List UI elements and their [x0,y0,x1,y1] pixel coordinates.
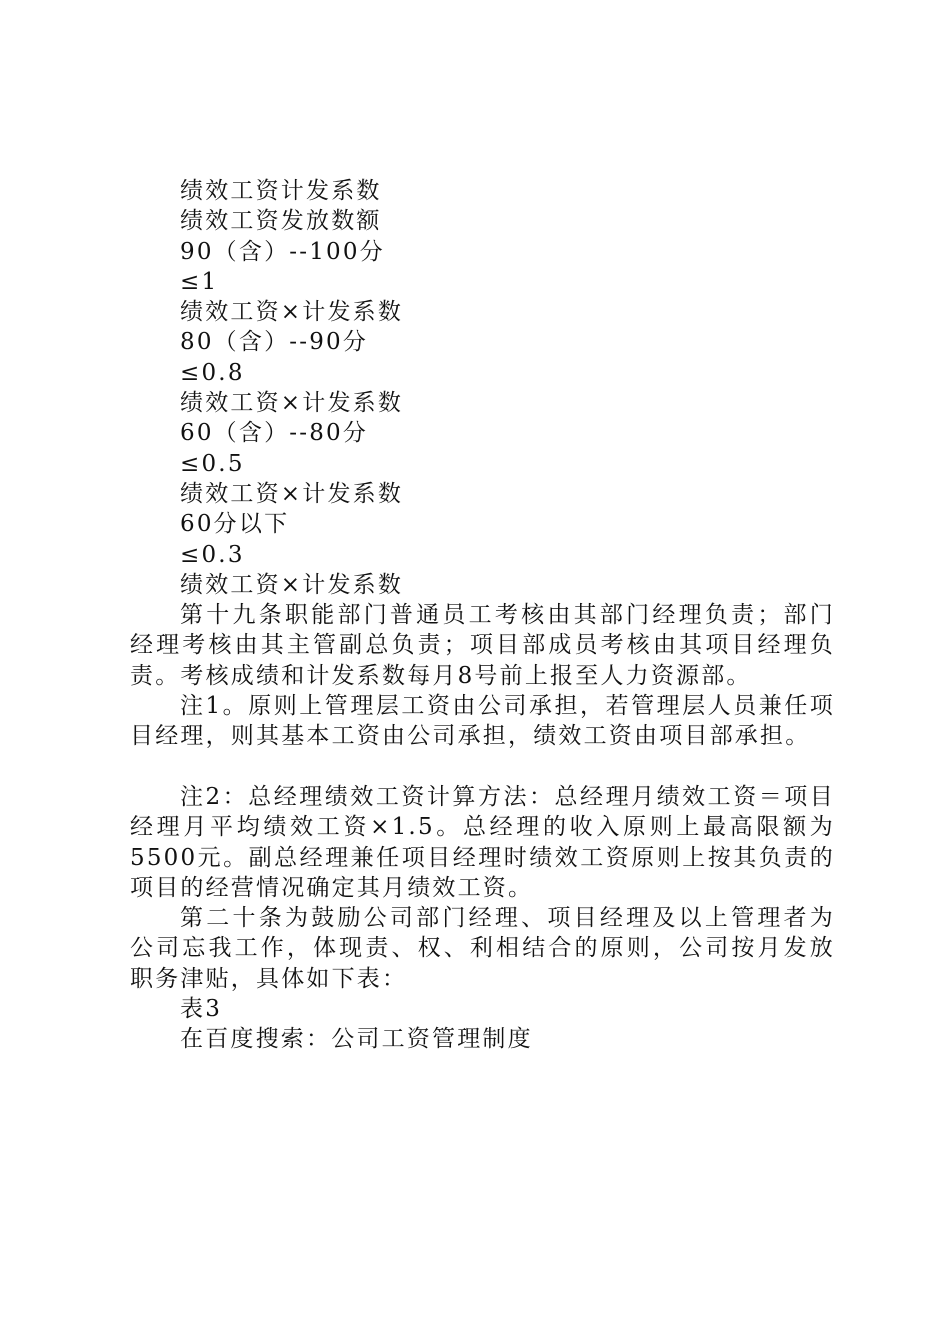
table-3-label: 表3 [180,996,223,1023]
table-line: 绩效工资×计发系数 [180,571,404,598]
table-line: 绩效工资×计发系数 [180,299,404,326]
search-hint: 在百度搜索：公司工资管理制度 [180,1026,533,1053]
table-line: 60分以下 [180,511,290,538]
table-line: 绩效工资×计发系数 [180,390,404,417]
table-line: 90（含）--100分 [180,238,385,265]
note-2-paragraph: 注2：总经理绩效工资计算方法：总经理月绩效工资＝项目经理月平均绩效工资×1.5。总经理的收入原则上最高限额为5500元。副总经理兼任项目经理时绩效工资原则上按其负责的项目的经营情况确定其月绩效工资。 [130,783,835,901]
table-line: 60（含）--80分 [180,420,369,447]
table-line: ≤0.5 [180,450,245,477]
table-line: 绩效工资×计发系数 [180,480,404,507]
note-1-paragraph: 注1。原则上管理层工资由公司承担，若管理层人员兼任项目经理，则其基本工资由公司承担，绩效工资由项目部承担。 [130,693,835,750]
table-line: 绩效工资计发系数 [180,178,382,204]
blank-line [130,752,835,782]
table-line: ≤0.3 [180,541,245,568]
table-line: 80（含）--90分 [180,329,369,356]
article-20-paragraph: 第二十条为鼓励公司部门经理、项目经理及以上管理者为公司忘我工作，体现责、权、利相结合的原则，公司按月发放职务津贴，具体如下表： [130,905,835,992]
table-line: ≤0.8 [180,359,245,386]
table-line: ≤1 [180,268,219,295]
document-body [130,176,835,1055]
article-19-paragraph: 第十九条职能部门普通员工考核由其部门经理负责；部门经理考核由其主管副总负责；项目部成员考核由其项目经理负责。考核成绩和计发系数每月8号前上报至人力资源部。 [130,602,835,689]
table-line: 绩效工资发放数额 [180,208,382,235]
